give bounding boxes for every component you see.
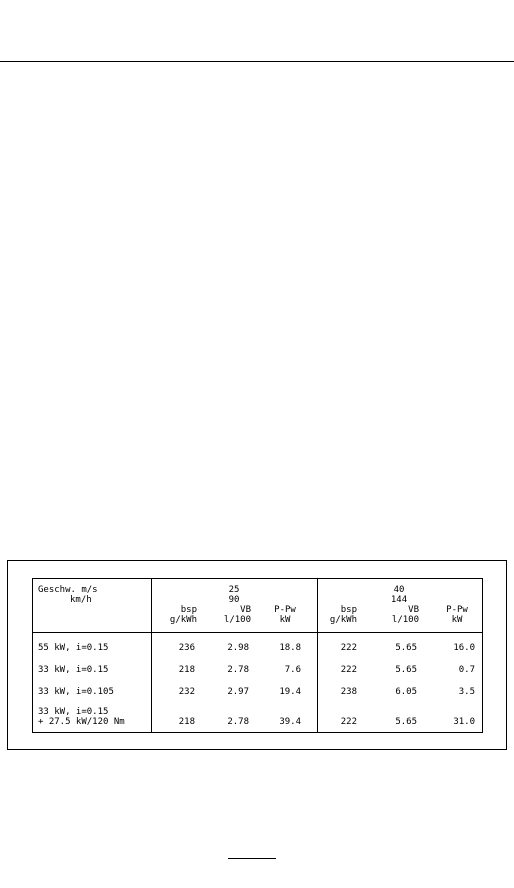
row-label: 33 kW, i=0.15 [38, 707, 109, 717]
table-cell: 232 [178, 687, 195, 697]
group2-vb-unit: l/100 [391, 615, 419, 625]
table-cell: 31.0 [453, 717, 475, 727]
column-divider [317, 579, 318, 732]
group2-speed-kmh: 144 [390, 595, 408, 605]
table-cell: 218 [178, 717, 195, 727]
table-cell: 218 [178, 665, 195, 675]
group1-vb-unit: l/100 [223, 615, 251, 625]
group1-speed-ms: 25 [228, 585, 240, 595]
header-speed-unit: km/h [70, 595, 92, 605]
footnote-rule [228, 858, 276, 859]
table-cell: 222 [340, 717, 357, 727]
column-divider [151, 579, 152, 732]
table-cell: 222 [340, 643, 357, 653]
table-cell: 5.65 [395, 643, 417, 653]
group1-bsp-unit: g/kWh [169, 615, 197, 625]
group1-ppw-unit: kW [279, 615, 291, 625]
table-cell: 222 [340, 665, 357, 675]
row-label: 33 kW, i=0.105 [38, 687, 114, 697]
table-cell: 6.05 [395, 687, 417, 697]
table-cell: 2.78 [227, 665, 249, 675]
table-cell: 16.0 [453, 643, 475, 653]
table-cell: 5.65 [395, 665, 417, 675]
table-cell: 2.78 [227, 717, 249, 727]
group2-ppw-header: P-Pw [446, 605, 468, 615]
table-cell: 2.98 [227, 643, 249, 653]
group2-bsp-header: bsp [340, 605, 357, 615]
table-cell: 236 [178, 643, 195, 653]
group2-vb-header: VB [408, 605, 419, 615]
row-label: 55 kW, i=0.15 [38, 643, 109, 653]
top-rule [0, 61, 514, 62]
group1-bsp-header: bsp [180, 605, 197, 615]
table-cell: 0.7 [458, 665, 475, 675]
table-cell: 19.4 [279, 687, 301, 697]
table-cell: 5.65 [395, 717, 417, 727]
table-cell: 7.6 [284, 665, 301, 675]
group1-ppw-header: P-Pw [274, 605, 296, 615]
row-label: 33 kW, i=0.15 [38, 665, 109, 675]
header-divider [33, 632, 482, 633]
group1-vb-header: VB [240, 605, 251, 615]
group2-bsp-unit: g/kWh [329, 615, 357, 625]
data-table [32, 578, 483, 733]
header-speed-label: Geschw. m/s [38, 585, 98, 595]
table-cell: 3.5 [458, 687, 475, 697]
group1-speed-kmh: 90 [228, 595, 240, 605]
table-cell: 2.97 [227, 687, 249, 697]
group2-speed-ms: 40 [393, 585, 405, 595]
table-cell: 18.8 [279, 643, 301, 653]
row-label-extra: + 27.5 kW/120 Nm [38, 717, 125, 727]
table-cell: 39.4 [279, 717, 301, 727]
group2-ppw-unit: kW [451, 615, 463, 625]
table-cell: 238 [340, 687, 357, 697]
